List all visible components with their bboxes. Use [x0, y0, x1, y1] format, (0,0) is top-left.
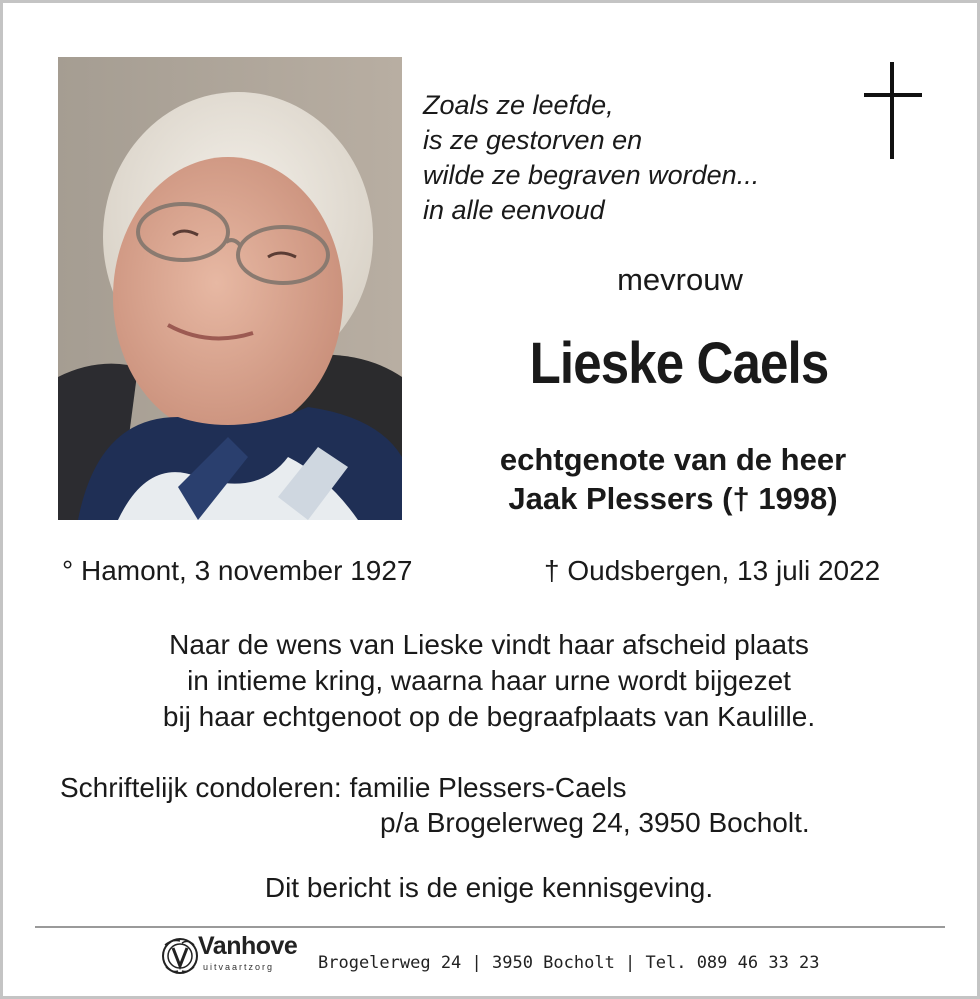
- message-line: Naar de wens van Lieske vindt haar afscheid plaats: [169, 629, 809, 660]
- logo-name: Vanhove: [198, 932, 298, 960]
- divider: [35, 926, 945, 928]
- poem: [423, 88, 759, 228]
- poem-line: in alle eenvoud: [423, 195, 605, 225]
- logo-subtitle: uitvaartzorg: [203, 962, 275, 972]
- deceased-name: Lieske Caels: [529, 331, 829, 396]
- poem-line: is ze gestorven en: [423, 125, 643, 155]
- vanhove-logo-icon: [160, 935, 200, 977]
- spouse-info: [445, 440, 901, 518]
- poem-line: wilde ze begraven worden...: [423, 160, 760, 190]
- honorific: mevrouw: [617, 262, 743, 297]
- farewell-message: [60, 627, 918, 735]
- footer-contact: Brogelerweg 24 | 3950 Bocholt | Tel. 089 46 33 23: [318, 953, 820, 973]
- cross-icon: [864, 62, 922, 159]
- spouse-line: echtgenote van de heer: [499, 442, 847, 477]
- message-line: bij haar echtgenoot op de begraafplaats van Kaulille.: [162, 701, 816, 732]
- condolence-label: Schriftelijk condoleren: familie Plessers-Caels: [60, 772, 627, 803]
- condolence-address: p/a Brogelerweg 24, 3950 Bocholt.: [380, 807, 810, 838]
- spouse-line: Jaak Plessers († 1998): [508, 481, 838, 516]
- message-line: in intieme kring, waarna haar urne wordt bijgezet: [187, 665, 791, 696]
- portrait-photo: [58, 57, 402, 520]
- poem-line: Zoals ze leefde,: [423, 90, 614, 120]
- birth-date: ° Hamont, 3 november 1927: [62, 555, 413, 586]
- notice-text: Dit bericht is de enige kennisgeving.: [264, 872, 714, 903]
- death-date: † Oudsbergen, 13 juli 2022: [544, 555, 881, 586]
